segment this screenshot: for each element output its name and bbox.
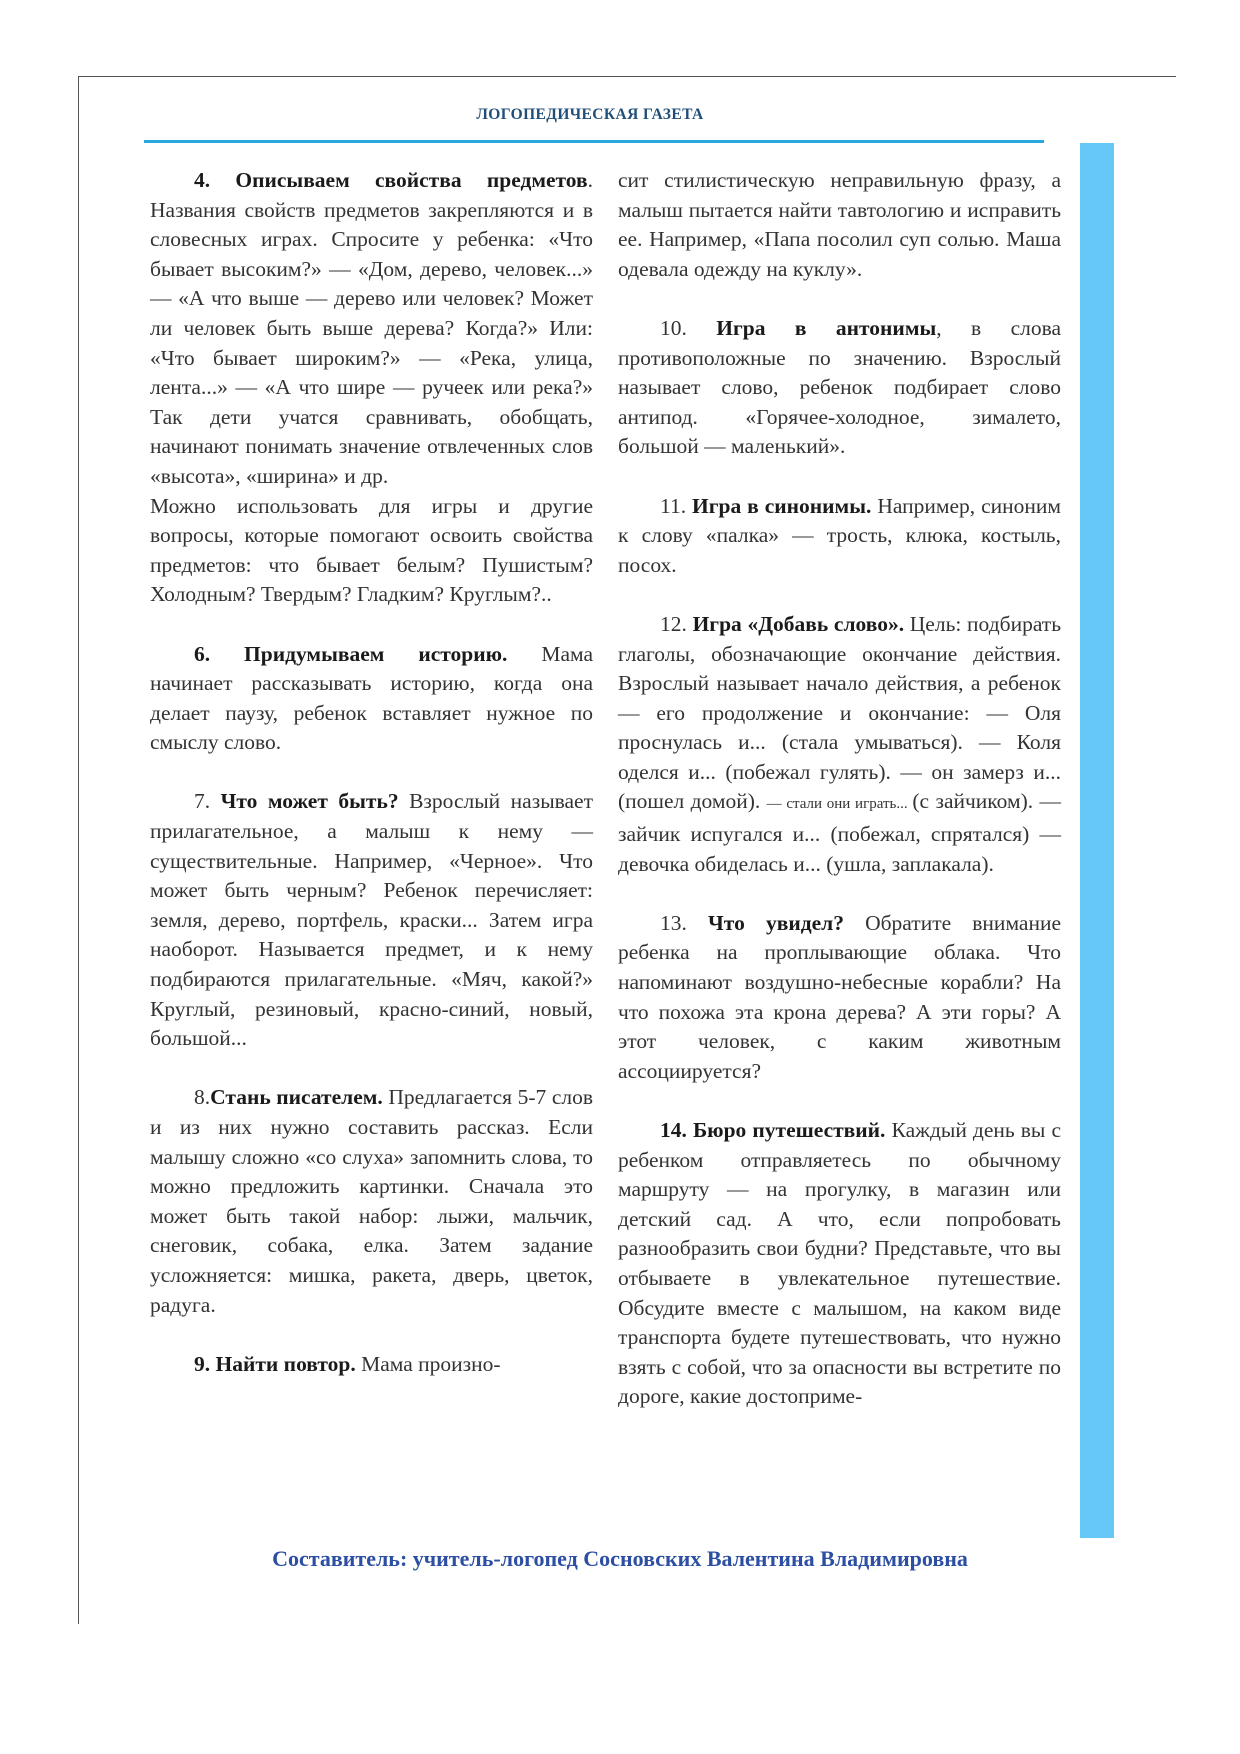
section-10 [618, 314, 1061, 462]
section-10-body: , в слова противоположные по значению. Взрослый называет слово, ребенок подбирает слово антипод. «Горячее-холодное, зималето, большой — маленький». [618, 315, 1061, 459]
section-11 [618, 492, 1061, 581]
section-10-title: Игра в антонимы [716, 315, 937, 340]
section-8 [150, 1083, 593, 1320]
section-4 [150, 166, 593, 492]
right-column [618, 166, 1061, 1412]
section-4-body: . Названия свойств предметов закрепляются и в словесных играх. Спросите у ребенка: «Что бывает высоким?» — «Дом, дерево, человек...» — «А что выше — дерево или человек? Может ли человек быть выше дерева? Когда?» Или: «Что бывает широким?» — «Река, улица, лента...» — «А что шире — ручеек или река?» Так дети учатся сравнивать, обобщать, начинают понимать значение отвлеченных слов «высота», «ширина» и др. [150, 168, 593, 488]
section-8-number: 8. [194, 1085, 211, 1110]
section-10-number: 10. [660, 315, 717, 340]
masthead-title: ЛОГОПЕДИЧЕСКАЯ ГАЗЕТА [476, 106, 704, 123]
section-13-title: Что увидел? [708, 910, 844, 935]
decorative-side-bar [1080, 143, 1114, 1538]
section-7-number: 7. [194, 789, 221, 814]
section-9-continued: сит стилистическую неправильную фразу, а малыш пытается найти тавтологию и исправить ее. Например, «Папа посолил суп солью. Маша одевала одежду на куклу». [618, 168, 1061, 281]
section-12-title: Игра «Добавь слово». [692, 611, 905, 636]
section-7-body: Взрослый называет прилагательное, а малыш к нему — существительные. Например, «Черное». Что может быть черным? Ребенок перечисляет: земля, дерево, портфель, краски... Затем игра наоборот. Называется предмет, и к нему подбираются прилагательные. «Мяч, какой?» Круглый, резиновый, красно-синий, новый, большой... [150, 789, 593, 1051]
section-12-tail: (с зайчиком). — зайчик испугался и... (побежал, спрятался) — девочка обиделась и... (ушла, заплакала). [618, 789, 1061, 876]
section-7-title: Что может быть? [220, 789, 399, 814]
section-13-number: 13. [660, 910, 709, 935]
section-9 [150, 1350, 593, 1380]
author-credit: Составитель: учитель-логопед Сосновских Валентина Владимировна [272, 1546, 968, 1571]
section-8-body: Предлагается 5-7 слов и из них нужно составить рассказ. Если малышу сложно «со слуха» запомнить слова, то можно предложить картинки. Сначала это может быть такой набор: лыжи, мальчик, снеговик, собака, елка. Затем задание усложняется: мишка, ракета, дверь, цветок, радуга. [150, 1085, 594, 1317]
frame-left-line [78, 76, 79, 1624]
section-4-extra: Можно использовать для игры и другие вопросы, которые помогают освоить свойства предметов: что бывает белым? Пушистым? Холодным? Твердым? Гладким? Круглым?.. [150, 493, 593, 607]
section-11-number: 11. [660, 493, 693, 518]
section-4-title: 4. Описываем свойства предметов [194, 168, 588, 192]
masthead-rule [144, 140, 1044, 143]
section-14 [618, 1116, 1061, 1412]
section-9-body: Мама произно- [355, 1351, 501, 1376]
section-13-body: Обратите внимание ребенка на проплывающие облака. Что напоминают воздушно-небесные корабли? На что похожа эта крона дерева? А эти горы? А этот человек, с каким животным ассоциируется? [618, 910, 1061, 1083]
section-13 [618, 909, 1061, 1087]
section-11-title: Игра в синонимы. [692, 493, 872, 518]
section-12-number: 12. [660, 611, 693, 636]
section-6-body: Мама начинает рассказывать историю, когда она делает паузу, ребенок вставляет нужное по смыслу слово. [150, 641, 593, 755]
section-7 [150, 787, 593, 1053]
section-14-body: Каждый день вы с ребенком отправляетесь по обычному маршруту — на прогулку, в магазин или детский сад. А что, если попробовать разнообразить свои будни? Представьте, что вы отбываете в увлекательное путешествие. Обсудите вместе с малышом, на каком виде транспорта будете путешествовать, что нужно взять с собой, что за опасности вы встретите по дороге, какие достоприме- [618, 1118, 1061, 1409]
section-12-small-text: — стали они играть... [766, 796, 913, 813]
section-12 [618, 610, 1061, 879]
section-11-body: Например, синоним к слову «палка» — трость, клюка, костыль, посох. [618, 493, 1061, 577]
section-8-title: Стань писателем. [210, 1085, 383, 1110]
left-column [150, 166, 593, 1379]
section-6-title: 6. Придумываем историю. [194, 641, 508, 666]
frame-top-line [78, 76, 1176, 77]
section-6 [150, 640, 593, 758]
section-9-title: 9. Найти повтор. [194, 1351, 356, 1376]
section-14-title: 14. Бюро путешествий. [660, 1118, 886, 1142]
section-12-body: Цель: подбирать глаголы, обозначающие окончание действия. Взрослый называет начало действия, а ребенок — его продолжение и окончание: — Оля проснулась и... (стала умываться). — Коля оделся и... (побежал гулять). — он замерз и... (пошел домой). [618, 611, 1062, 814]
